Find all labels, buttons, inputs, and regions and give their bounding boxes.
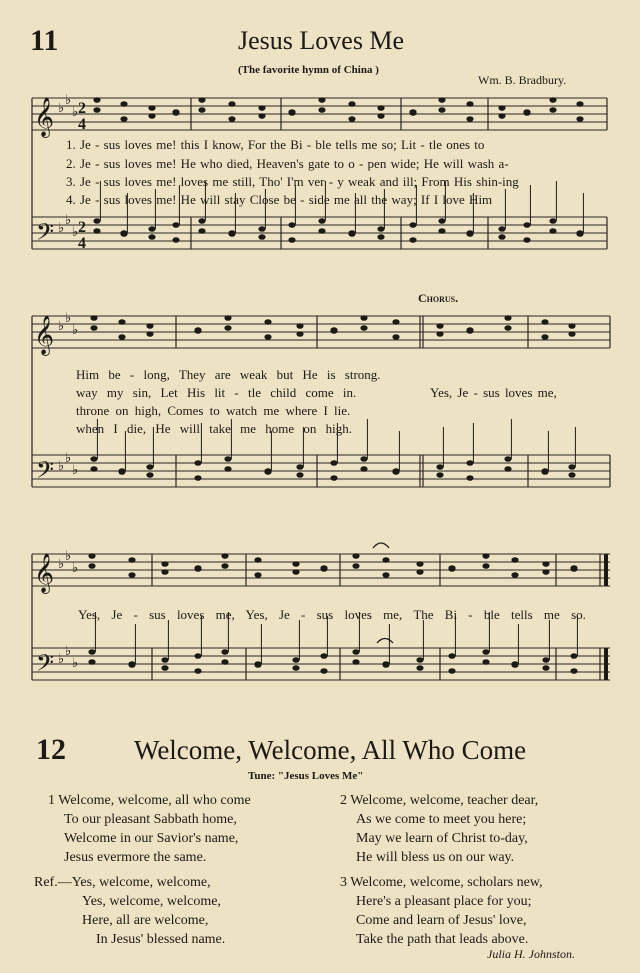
note-head <box>288 222 295 228</box>
note-head <box>576 231 583 237</box>
verse-line-1: 1. Je - sus loves me! this I know, For the Bi - ble tells me so; Lit - tle ones to <box>66 137 485 152</box>
note-head <box>360 456 367 462</box>
note-head <box>120 101 127 107</box>
note-head <box>409 110 416 116</box>
svg-text:♭: ♭ <box>58 651 65 666</box>
note-head <box>228 101 235 107</box>
hymn-title: Jesus Loves Me <box>238 26 405 55</box>
note-head <box>93 218 100 224</box>
svg-text:♭: ♭ <box>58 318 65 333</box>
tune-credit: Tune: "Jesus Loves Me" <box>248 770 364 782</box>
note-head <box>576 101 583 107</box>
note-head <box>568 331 575 337</box>
note-head <box>128 572 135 578</box>
note-head <box>448 653 455 659</box>
note-head <box>542 665 549 671</box>
note-head <box>93 228 100 234</box>
note-head <box>146 472 153 478</box>
note-head <box>90 466 97 472</box>
note-head <box>118 469 125 475</box>
note-head <box>466 328 473 334</box>
note-head <box>296 464 303 470</box>
verse-3 <box>340 873 543 949</box>
note-head <box>330 328 337 334</box>
note-head <box>258 113 265 119</box>
note-head <box>330 460 337 466</box>
verse-line-3: throne on high, Comes to watch me where I lie. <box>76 403 351 418</box>
note-head <box>382 572 389 578</box>
note-head <box>224 325 231 331</box>
time-signature-bottom: 4 <box>78 116 86 133</box>
svg-text:♭: ♭ <box>72 655 79 670</box>
svg-text:♭: ♭ <box>72 560 79 575</box>
verse-line: In Jesus' blessed name. <box>96 932 226 947</box>
hymn-number: 12 <box>36 733 66 766</box>
note-head <box>348 231 355 237</box>
note-head <box>228 116 235 122</box>
note-head <box>511 557 518 563</box>
note-head <box>90 325 97 331</box>
verse-line: Jesus evermore the same. <box>64 850 207 865</box>
hymn-title: Welcome, Welcome, All Who Come <box>134 735 527 765</box>
note-head <box>118 319 125 325</box>
verse-line: 3 Welcome, welcome, scholars new, <box>340 875 543 890</box>
note-head <box>416 665 423 671</box>
note-head <box>93 97 100 103</box>
note-head <box>523 110 530 116</box>
hymn-subtitle: (The favorite hymn of China ) <box>238 64 379 76</box>
note-head <box>288 237 295 243</box>
note-head <box>194 328 201 334</box>
final-chorus-line: Yes, Je - sus loves me, Yes, Je - sus loves me, The Bi - ble tells me so. <box>78 607 586 622</box>
note-head <box>296 331 303 337</box>
note-head <box>576 116 583 122</box>
chorus-label: Chorus. <box>418 291 459 305</box>
note-head <box>542 569 549 575</box>
note-head <box>88 649 95 655</box>
note-head <box>148 234 155 240</box>
note-head <box>541 334 548 340</box>
note-head <box>120 116 127 122</box>
note-head <box>511 662 518 668</box>
note-head <box>161 561 168 567</box>
note-head <box>318 228 325 234</box>
note-head <box>438 97 445 103</box>
note-head <box>360 325 367 331</box>
note-head <box>348 101 355 107</box>
note-head <box>194 566 201 572</box>
note-head <box>198 97 205 103</box>
note-head <box>409 237 416 243</box>
note-head <box>318 218 325 224</box>
note-head <box>416 561 423 567</box>
note-head <box>224 315 231 321</box>
note-head <box>292 569 299 575</box>
note-head <box>194 475 201 481</box>
verse-line: Welcome in our Savior's name, <box>64 831 239 846</box>
note-head <box>466 475 473 481</box>
note-head <box>436 472 443 478</box>
note-head <box>568 323 575 329</box>
verse-line: He will bless us on our way. <box>356 850 515 865</box>
svg-text:♭: ♭ <box>72 104 79 119</box>
note-head <box>318 97 325 103</box>
note-head <box>377 234 384 240</box>
note-head <box>224 466 231 472</box>
note-head <box>288 110 295 116</box>
note-head <box>570 566 577 572</box>
time-signature-bottom-bass: 4 <box>78 235 86 252</box>
note-head <box>148 105 155 111</box>
note-head <box>258 234 265 240</box>
verse-line-1: Him be - long, They are weak but He is strong. <box>76 367 381 382</box>
svg-text:♭: ♭ <box>58 458 65 473</box>
note-head <box>320 653 327 659</box>
fermata-icon <box>373 543 389 548</box>
note-head <box>542 657 549 663</box>
note-head <box>146 331 153 337</box>
author-credit: Julia H. Johnston. <box>487 947 575 961</box>
note-head <box>258 226 265 232</box>
note-head <box>448 566 455 572</box>
note-head <box>541 319 548 325</box>
note-head <box>498 226 505 232</box>
note-head <box>318 107 325 113</box>
note-head <box>198 107 205 113</box>
note-head <box>482 659 489 665</box>
note-head <box>228 231 235 237</box>
note-head <box>88 553 95 559</box>
note-head <box>296 323 303 329</box>
verse-line: May we learn of Christ to-day, <box>356 831 528 846</box>
svg-text:♭: ♭ <box>65 310 72 325</box>
note-head <box>504 466 511 472</box>
note-head <box>482 553 489 559</box>
note-head <box>498 105 505 111</box>
svg-text:♭: ♭ <box>58 556 65 571</box>
note-head <box>511 572 518 578</box>
note-head <box>120 231 127 237</box>
verse-line: Yes, welcome, welcome, <box>82 894 221 909</box>
svg-text:♭: ♭ <box>58 220 65 235</box>
verse-line-2: 2. Je - sus loves me! He who died, Heaven's gate to o - pen wide; He will wash a- <box>66 156 509 171</box>
note-head <box>161 657 168 663</box>
svg-text:♭: ♭ <box>72 462 79 477</box>
note-head <box>570 668 577 674</box>
note-head <box>194 668 201 674</box>
note-head <box>438 107 445 113</box>
note-head <box>436 323 443 329</box>
note-head <box>221 553 228 559</box>
time-signature-top-bass: 2 <box>78 219 86 236</box>
note-head <box>568 472 575 478</box>
treble-clef-icon: 𝄞 <box>34 97 55 137</box>
refrain <box>34 873 225 949</box>
verse-line: Come and learn of Jesus' love, <box>356 913 527 928</box>
note-head <box>161 569 168 575</box>
note-head <box>438 228 445 234</box>
note-head <box>360 466 367 472</box>
treble-clef-icon: 𝄞 <box>34 315 55 355</box>
note-head <box>392 334 399 340</box>
note-head <box>292 561 299 567</box>
verse-line: To our pleasant Sabbath home, <box>64 812 237 827</box>
note-head <box>292 665 299 671</box>
note-head <box>194 460 201 466</box>
note-head <box>224 456 231 462</box>
note-head <box>377 113 384 119</box>
verse-line-2: way my sin, Let His lit - tle child come in. <box>76 385 357 400</box>
verse-line: 2 Welcome, welcome, teacher dear, <box>340 793 539 808</box>
note-head <box>296 472 303 478</box>
note-head <box>466 460 473 466</box>
note-head <box>88 563 95 569</box>
note-head <box>504 325 511 331</box>
note-head <box>148 113 155 119</box>
bass-clef-icon: 𝄢 <box>36 649 55 682</box>
note-head <box>382 662 389 668</box>
verse-line: Ref.—Yes, welcome, welcome, <box>34 875 211 890</box>
note-head <box>523 237 530 243</box>
verse-line-3: 3. Je - sus loves me! loves me still, Tho' I'm ver - y weak and ill; From His shin-ing <box>66 174 519 189</box>
note-head <box>348 116 355 122</box>
note-head <box>549 228 556 234</box>
svg-text:♭: ♭ <box>65 548 72 563</box>
note-head <box>264 319 271 325</box>
note-head <box>377 226 384 232</box>
verse-line-4: 4. Je - sus loves me! He will stay Close be - side me all the way; If I love Him <box>66 192 493 207</box>
note-head <box>221 649 228 655</box>
note-head <box>549 107 556 113</box>
note-head <box>194 653 201 659</box>
verse-1 <box>48 791 251 867</box>
bass-clef-icon: 𝄢 <box>36 218 55 251</box>
note-head <box>90 315 97 321</box>
note-head <box>320 566 327 572</box>
svg-text:♭: ♭ <box>65 92 72 107</box>
composer-credit: Wm. B. Bradbury. <box>478 73 567 87</box>
note-head <box>221 563 228 569</box>
note-head <box>128 557 135 563</box>
note-head <box>254 662 261 668</box>
note-head <box>482 563 489 569</box>
verse-line: Here's a pleasant place for you; <box>356 894 532 909</box>
verse-line-4: when I die, He will take me home on high. <box>76 421 353 436</box>
note-head <box>498 113 505 119</box>
note-head <box>549 218 556 224</box>
note-head <box>128 662 135 668</box>
verse-line: Here, all are welcome, <box>82 913 209 928</box>
note-head <box>146 323 153 329</box>
note-head <box>198 228 205 234</box>
note-head <box>466 116 473 122</box>
note-head <box>88 659 95 665</box>
note-head <box>542 561 549 567</box>
note-head <box>352 659 359 665</box>
svg-text:♭: ♭ <box>65 450 72 465</box>
svg-text:♭: ♭ <box>58 100 65 115</box>
note-head <box>90 456 97 462</box>
note-head <box>172 222 179 228</box>
note-head <box>416 569 423 575</box>
note-head <box>352 563 359 569</box>
note-head <box>258 105 265 111</box>
note-head <box>382 557 389 563</box>
note-head <box>148 226 155 232</box>
treble-clef-icon: 𝄞 <box>34 553 55 593</box>
note-head <box>292 657 299 663</box>
note-head <box>482 649 489 655</box>
note-head <box>264 469 271 475</box>
note-head <box>93 107 100 113</box>
note-head <box>254 572 261 578</box>
note-head <box>570 653 577 659</box>
verse-line: Take the path that leads above. <box>356 932 529 947</box>
note-head <box>504 456 511 462</box>
verse-line: As we come to meet you here; <box>356 812 527 827</box>
note-head <box>392 319 399 325</box>
note-head <box>352 553 359 559</box>
note-head <box>320 668 327 674</box>
note-head <box>466 231 473 237</box>
note-head <box>161 665 168 671</box>
svg-text:♭: ♭ <box>72 322 79 337</box>
note-head <box>330 475 337 481</box>
chorus-line: Yes, Je - sus loves me, <box>430 385 557 400</box>
note-head <box>523 222 530 228</box>
note-head <box>549 97 556 103</box>
note-head <box>377 105 384 111</box>
note-head <box>568 464 575 470</box>
note-head <box>118 334 125 340</box>
svg-text:♭: ♭ <box>65 643 72 658</box>
note-head <box>221 659 228 665</box>
note-head <box>360 315 367 321</box>
time-signature-top: 2 <box>78 100 86 117</box>
note-head <box>172 237 179 243</box>
fermata-icon <box>377 639 393 644</box>
note-head <box>438 218 445 224</box>
note-head <box>436 464 443 470</box>
note-head <box>392 469 399 475</box>
note-head <box>448 668 455 674</box>
svg-text:♭: ♭ <box>65 212 72 227</box>
note-head <box>466 101 473 107</box>
hymn-number: 11 <box>30 24 59 57</box>
note-head <box>504 315 511 321</box>
note-head <box>409 222 416 228</box>
verse-line: 1 Welcome, welcome, all who come <box>48 793 251 808</box>
note-head <box>498 234 505 240</box>
note-head <box>352 649 359 655</box>
bass-clef-icon: 𝄢 <box>36 456 55 489</box>
note-head <box>436 331 443 337</box>
note-head <box>541 469 548 475</box>
note-head <box>198 218 205 224</box>
verse-2 <box>340 791 538 867</box>
note-head <box>172 110 179 116</box>
note-head <box>254 557 261 563</box>
note-head <box>264 334 271 340</box>
note-head <box>416 657 423 663</box>
svg-text:♭: ♭ <box>72 224 79 239</box>
note-head <box>146 464 153 470</box>
